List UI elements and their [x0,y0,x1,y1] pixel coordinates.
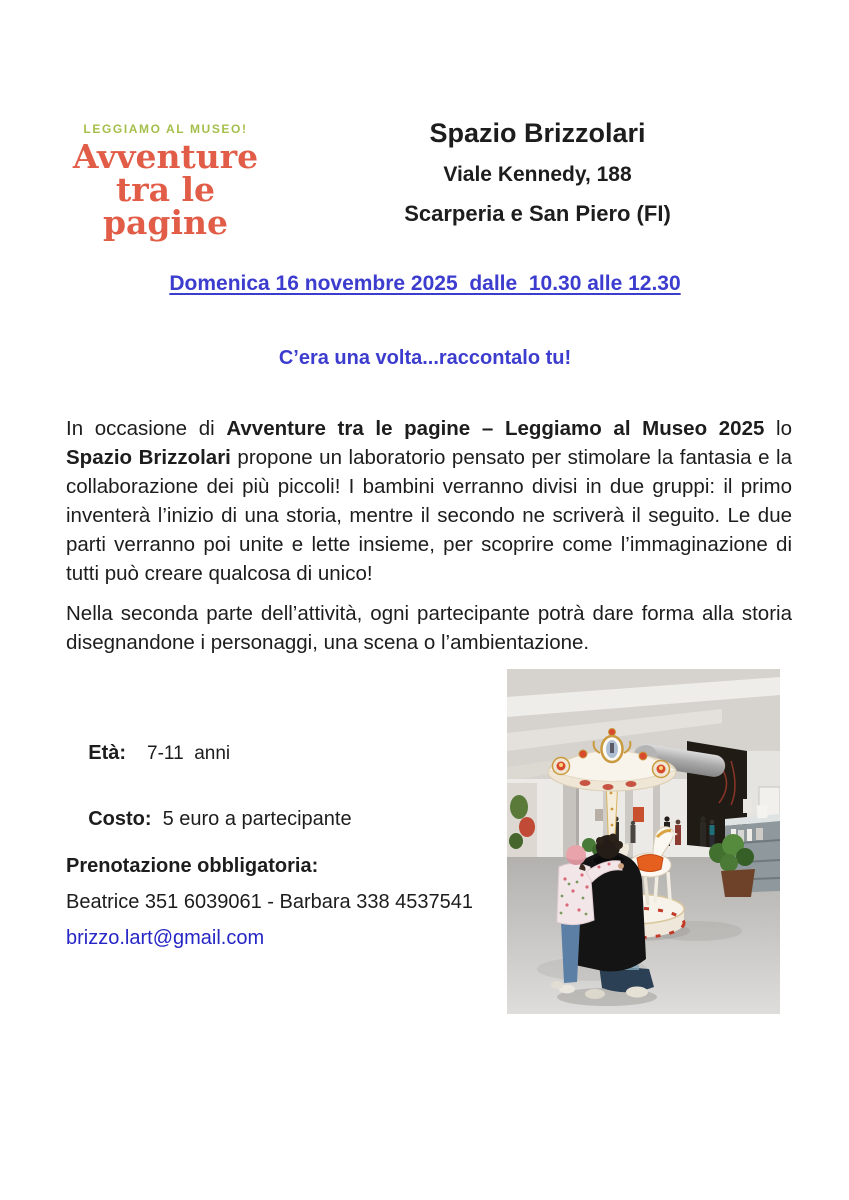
text-segment-bold: Spazio Brizzolari [66,446,231,469]
event-photo-illustration [507,669,780,1014]
venue-address: Viale Kennedy, 188 [443,163,632,186]
logo [58,122,273,242]
carousel-lamp-right [653,761,670,778]
intro-paragraph [66,414,792,588]
booking-label: Prenotazione obbligatoria: [66,855,319,877]
venue-city: Scarperia e San Piero (FI) [404,201,671,226]
text-segment: lo [764,417,792,440]
cost-row [66,785,352,854]
cost-value: 5 euro a partecipante [162,808,352,830]
text-segment: In occasione di [66,417,227,440]
event-title: C’era una volta...raccontalo tu! [278,347,572,369]
logo-title-line1: Avventure [72,137,259,176]
venue-header [285,118,790,227]
age-value: 7-11 anni [147,743,231,764]
cost-label: Costo: [88,808,152,830]
carousel-lamp-left [553,758,570,775]
second-paragraph: Nella seconda parte dell’attività, ogni partecipante potrà dare forma alla storia disegnandone i personaggi, una scena o l’ambientazione. [66,602,792,654]
age-label: Età: [88,742,127,764]
logo-title-line2: tra le pagine [102,170,229,242]
body-copy [66,414,792,668]
text-segment-bold: Avventure tra le pagine – Leggiamo al Museo 2025 [226,417,765,440]
contact-phones: Beatrice 351 6039061 - Barbara 338 4537541 [66,891,473,913]
venue-name: Spazio Brizzolari [429,118,646,148]
text-segment: propone un laboratorio pensato per stimolare la fantasia e la collaborazione dei più piccoli! I bambini verranno divisi in due gruppi: il primo inventerà l’inizio di una storia, mentre il secondo ne scriverà il seguito. Le due parti verranno poi unite e lette insieme, per scoprire come l’immaginazione di tutti può creare qualcosa di unico! [66,446,792,585]
event-datetime: Domenica 16 novembre 2025 dalle 10.30 alle 12.30 [169,272,681,295]
contact-email-link[interactable]: brizzo.lart@gmail.com [66,927,265,949]
age-row [66,719,230,788]
wall-artwork [507,783,537,859]
logo-tagline: LEGGIAMO AL MUSEO! [83,122,248,136]
event-photo [507,669,780,1014]
